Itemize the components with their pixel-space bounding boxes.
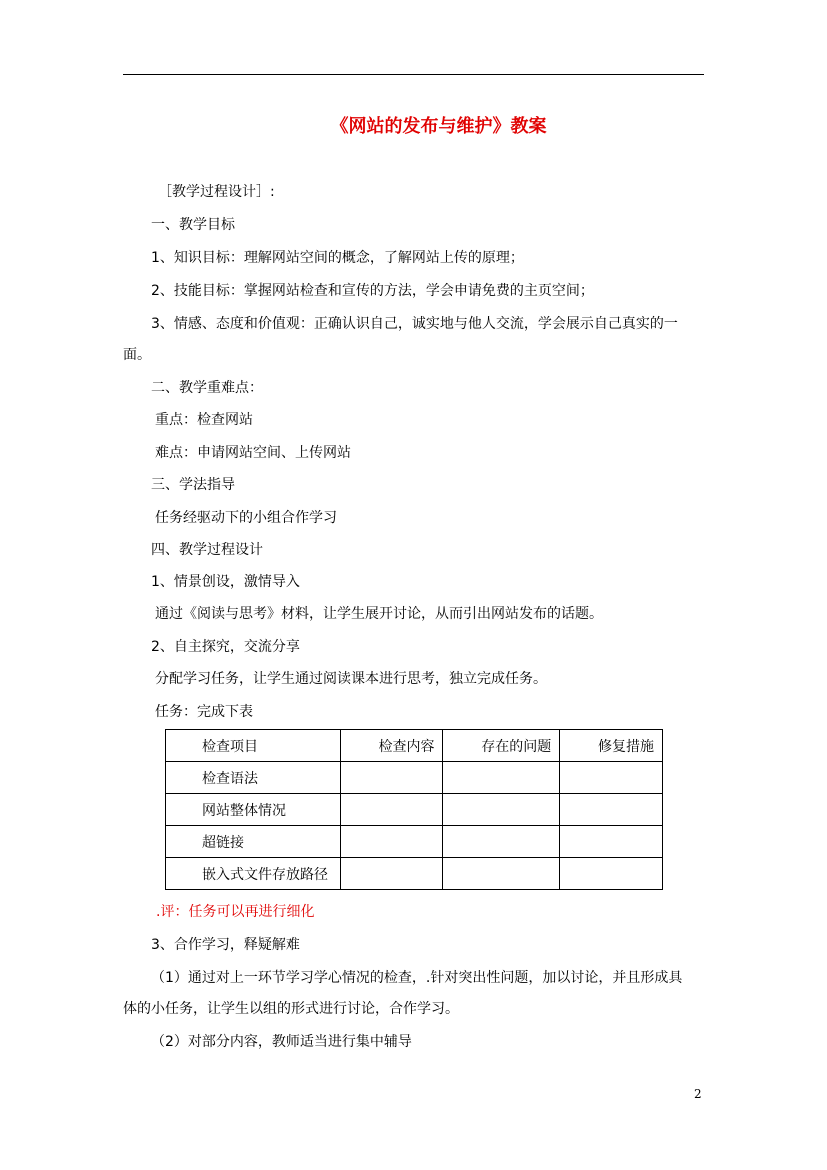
task-label: 任务：完成下表 xyxy=(155,704,253,720)
heading-process: 四、教学过程设计 xyxy=(151,542,263,558)
table-cell xyxy=(340,826,443,858)
section-label: ［教学过程设计］: xyxy=(158,184,275,200)
table-cell xyxy=(340,858,443,890)
table-header-cell: 检查内容 xyxy=(340,730,443,762)
table-header-cell: 修复措施 xyxy=(560,730,663,762)
objective-skill: 2、技能目标：掌握网站检查和宣传的方法，学会申请免费的主页空间； xyxy=(151,283,594,299)
objective-attitude-cont: 面。 xyxy=(123,347,151,363)
document-title: 《网站的发布与维护》教案 xyxy=(330,116,547,137)
table-row xyxy=(166,826,663,858)
table-cell xyxy=(560,794,663,826)
step-3-item-2: （2）对部分内容，教师适当进行集中辅导 xyxy=(151,1034,412,1050)
table-header-cell: 存在的问题 xyxy=(443,730,560,762)
difficult-point: 难点：申请网站空间、上传网站 xyxy=(155,445,351,461)
heading-objectives: 一、教学目标 xyxy=(151,217,235,233)
step-2-text: 分配学习任务，让学生通过阅读课本进行思考，独立完成任务。 xyxy=(155,671,547,687)
table-header-row xyxy=(166,730,663,762)
page-number: 2 xyxy=(694,1087,702,1101)
table-cell: 检查语法 xyxy=(166,762,341,794)
heading-key-points: 二、教学重难点： xyxy=(151,380,263,396)
heading-method: 三、学法指导 xyxy=(151,477,235,493)
table-cell xyxy=(443,794,560,826)
table-cell xyxy=(340,794,443,826)
table-cell xyxy=(560,858,663,890)
table-row xyxy=(166,858,663,890)
objective-attitude: 3、情感、态度和价值观：正确认识自己，诚实地与他人交流，学会展示自己真实的一 xyxy=(151,316,678,332)
table-row xyxy=(166,794,663,826)
table-cell xyxy=(443,762,560,794)
table-cell: 超链接 xyxy=(166,826,341,858)
task-table xyxy=(165,729,663,890)
review-note: .评：任务可以再进行细化 xyxy=(156,904,315,920)
header-rule xyxy=(123,74,704,75)
table-row xyxy=(166,762,663,794)
table-cell xyxy=(560,826,663,858)
table-header-cell: 检查项目 xyxy=(166,730,341,762)
step-3-item-1-cont: 体的小任务，让学生以组的形式进行讨论，合作学习。 xyxy=(123,1001,459,1017)
step-3-item-1: （1）通过对上一环节学习学心情况的检查，.针对突出性问题，加以讨论，并且形成具 xyxy=(151,970,683,986)
step-1-heading: 1、情景创设，激情导入 xyxy=(151,574,300,590)
table-cell xyxy=(340,762,443,794)
step-3-heading: 3、合作学习，释疑解难 xyxy=(151,937,300,953)
step-2-heading: 2、自主探究，交流分享 xyxy=(151,639,300,655)
step-1-text: 通过《阅读与思考》材料，让学生展开讨论，从而引出网站发布的话题。 xyxy=(155,606,603,622)
method-text: 任务经驱动下的小组合作学习 xyxy=(155,510,337,526)
table-cell: 网站整体情况 xyxy=(166,794,341,826)
objective-knowledge: 1、知识目标：理解网站空间的概念，了解网站上传的原理； xyxy=(151,250,524,266)
table-cell xyxy=(443,826,560,858)
table-cell xyxy=(443,858,560,890)
table-cell: 嵌入式文件存放路径 xyxy=(166,858,341,890)
table-cell xyxy=(560,762,663,794)
key-point: 重点：检查网站 xyxy=(155,412,253,428)
